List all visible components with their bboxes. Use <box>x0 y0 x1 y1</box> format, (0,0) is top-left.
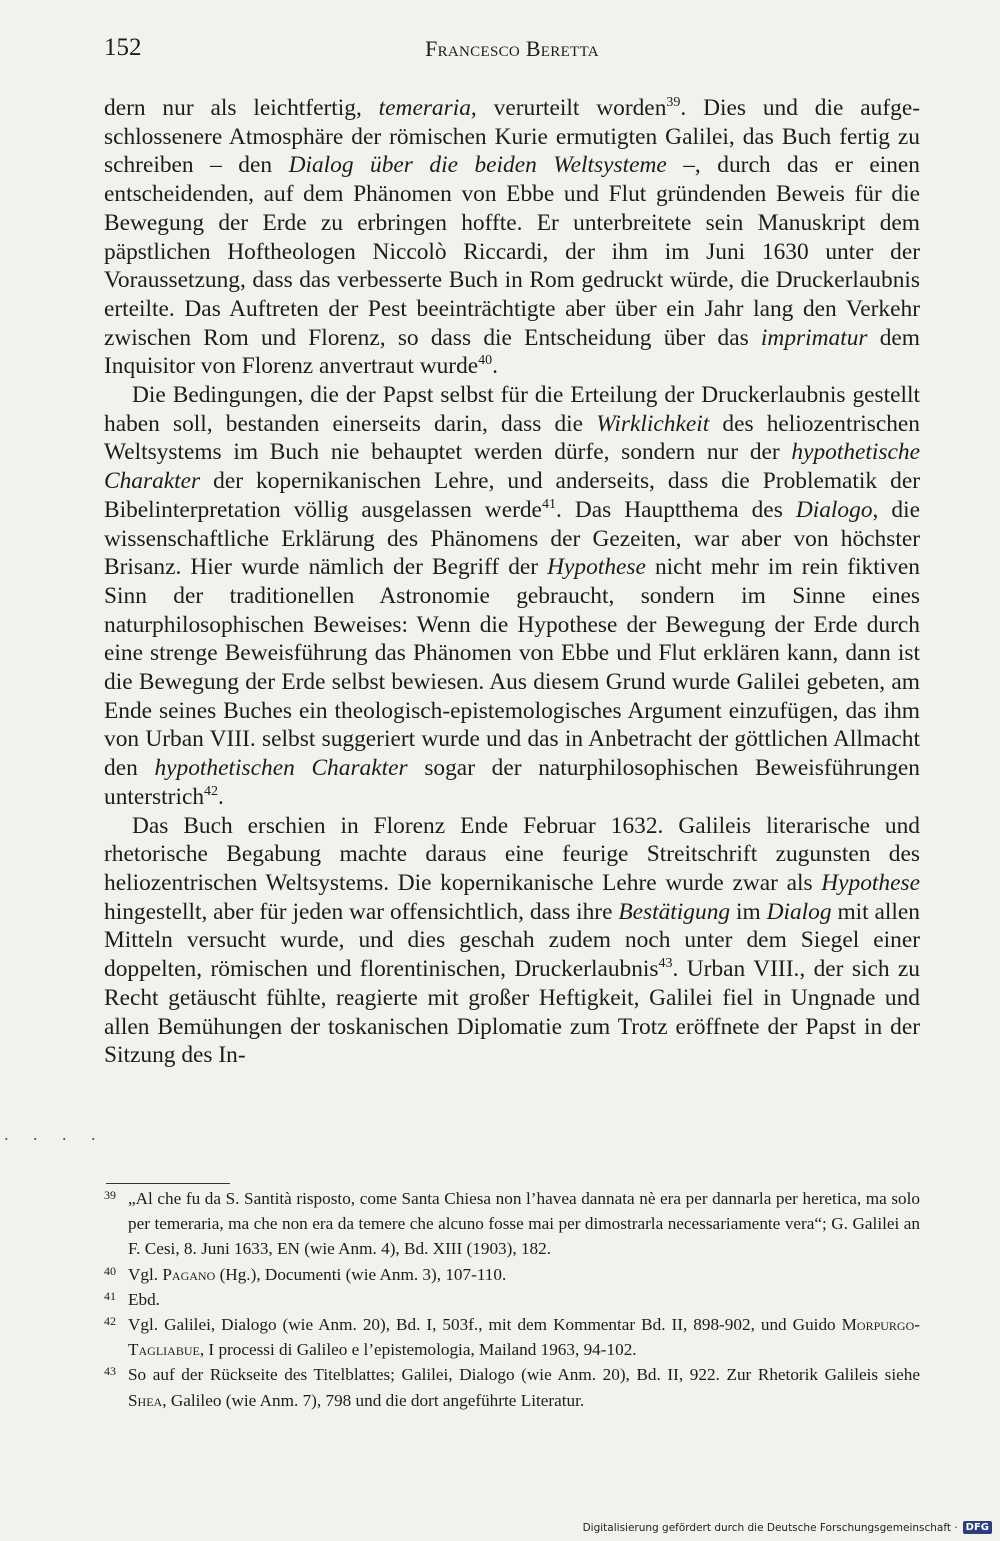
page-header <box>104 34 920 74</box>
footnote-ref-39[interactable]: 39 <box>666 95 681 110</box>
footnote-ref-40[interactable]: 40 <box>478 353 493 369</box>
footnote-number: 41 <box>104 1288 116 1303</box>
page-number: 152 <box>104 34 142 61</box>
footnote-ref-42[interactable]: 42 <box>204 783 219 799</box>
footnote-41: 41 Ebd. <box>104 1287 920 1312</box>
digitization-credit <box>583 1521 992 1534</box>
footnote-40: 40 Vgl. Pagano (Hg.), Documenti (wie Anm. 3), 107-110. <box>104 1262 920 1287</box>
footnote-ref-43[interactable]: 43 <box>658 956 673 972</box>
dfg-logo: DFG <box>963 1521 992 1534</box>
paragraph-3: Das Buch erschien in Florenz Ende Februar 1632. Galileis literarische und rhetorische Begabung machte daraus eine feurige Streitschrift zugunsten des heliozentrischen Weltsystems. Die kopernikanische Lehre wurde zwar als Hypothese hingestellt, aber für jeden war offensichtlich, dass ihre Bestätigung im Dialog mit allen Mitteln versucht wurde, und dies geschah zudem noch unter dem Siegel einer doppelten, römischen und florentinischen, Druckerlaubnis$^{43}$. Urban VIII., der sich zu Recht getäuscht fühlte, reagierte mit großer Heftigkeit, Galilei fiel in Ungnade und allen Bemühungen der toskanischen Diplomatie zum Trotz eröffnete der Papst in der Sitzung des In- <box>104 812 920 1069</box>
margin-dots: . . . . <box>4 1124 106 1144</box>
footnote-43: 43 So auf der Rückseite des Titelblattes; Galilei, Dialogo (wie Anm. 20), Bd. II, 922. Zur Rhetorik Galileis siehe Shea, Galileo (wie Anm. 7), 798 und die dort angeführte Literatur. <box>104 1362 920 1412</box>
paragraph-2: Die Bedingungen, die der Papst selbst für die Erteilung der Druckerlaubnis gestellt haben soll, bestanden einerseits darin, dass die Wirklichkeit des heliozentrischen Weltsystems im Buch nie behauptet werden dürfe, sondern nur der hypothetische Charakter der kopernikanischen Lehre, und anderseits, dass die Problematik der Bibelinterpretation völlig ausgelassen werde$^{41}$. Das Hauptthema des Dialogo, die wissenschaftliche Erklärung des Phänomens der Gezeiten, war aber von höchster Brisanz. Hier wurde nämlich der Begriff der Hypothese nicht mehr im rein fiktiven Sinn der traditionellen Astronomie gebraucht, sondern im Sinne eines naturphilosophischen Beweises: Wenn die Hypothese der Bewegung der Erde durch eine strenge Beweisführung das Phänomen von Ebbe und Flut erklären kann, dann ist die Bewegung der Erde selbst bewiesen. Aus diesem Grund wurde Galilei gebeten, am Ende seines Buches ein theologisch-epistemologisches Argument einzufügen, das ihm von Urban VIII. selbst suggeriert wurde und das in Anbetracht der göttlichen Allmacht den hypothetischen Charakter sogar der naturphilosophischen Beweisführungen unterstrich$^{42}$. <box>104 382 920 810</box>
footnote-number: 42 <box>104 1314 116 1329</box>
body-text <box>104 94 920 1070</box>
footnote-number: 39 <box>104 1188 116 1202</box>
paragraph-1: dern nur als leichtfertig, temeraria, verurteilt worden$^{39}$. Dies und die aufgeschlossenere Atmosphäre der römischen Kurie ermutigten Galilei, das Buch fertig zu schreiben – den Dialog über die beiden Weltsysteme –, durch das er einen entscheidenden, auf dem Phänomen von Ebbe und Flut gründenden Beweis für die Bewegung der Erde zu erbringen hoffte. Er unterbreitete sein Manuskript dem päpstlichen Hoftheologen Niccolò Riccardi, der ihm im Juni 1630 unter der Voraussetzung, dass das verbesserte Buch in Rom gedruckt würde, die Druckerlaubnis erteilte. Das Auftreten der Pest beeinträchtigte aber über ein Jahr lang den Verkehr zwischen Rom und Florenz, so dass die Entscheidung über das imprimatur dem Inquisitor von Florenz anvertraut wurde$^{40}$. <box>104 95 920 380</box>
footnote-39: 39 „Al che fu da S. Santità risposto, come Santa Chiesa non l’havea dannata nè era per dannarla per heretica, ma solo per temeraria, ma che non era da temere che alcuno fosse mai per dimostrarla necessariamente vera“; G. Galilei an F. Cesi, 8. Juni 1633, EN (wie Anm. 4), Bd. XIII (1903), 182. <box>104 1186 920 1262</box>
footnote-rule <box>106 1183 230 1184</box>
footnote-number: 43 <box>104 1364 116 1379</box>
footnote-ref-41[interactable]: 41 <box>541 496 556 512</box>
footnote-number: 40 <box>104 1263 116 1278</box>
running-head: Francesco Beretta <box>425 36 599 61</box>
credit-text: Digitalisierung gefördert durch die Deutsche Forschungsgemeinschaft · <box>582 1521 958 1534</box>
footnotes <box>104 1186 920 1413</box>
footnote-42: 42 Vgl. Galilei, Dialogo (wie Anm. 20), Bd. I, 503f., mit dem Kommentar Bd. II, 898-902, und Guido Morpurgo-Tagliabue, I processi di Galileo e l’epistemologia, Mailand 1963, 94-102. <box>104 1312 920 1362</box>
